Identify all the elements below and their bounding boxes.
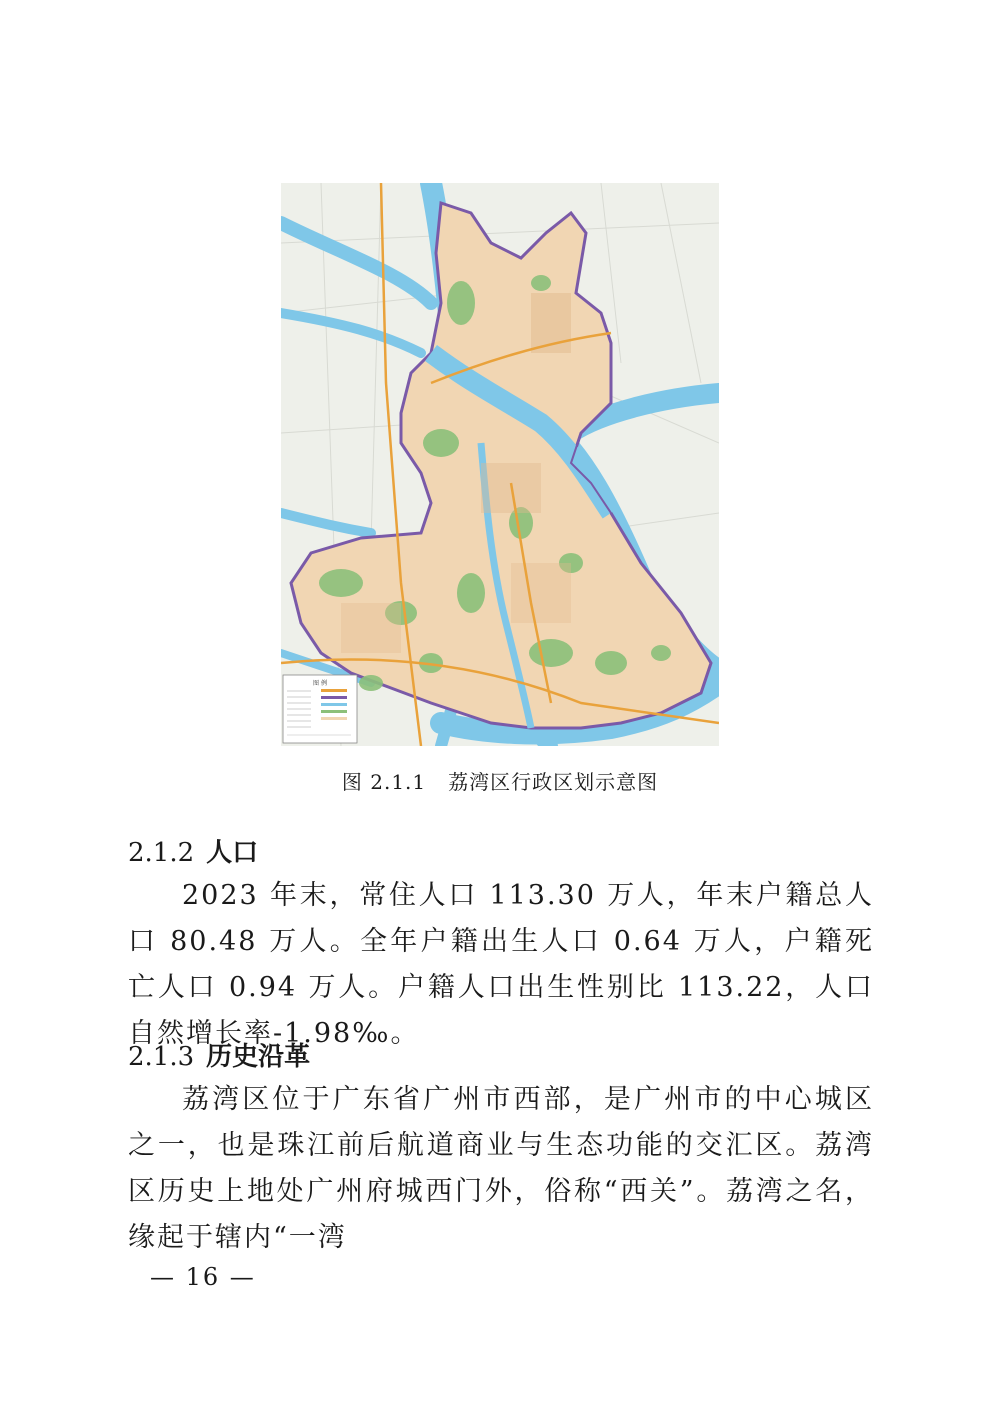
map-legend bbox=[283, 675, 357, 743]
section-heading-population bbox=[128, 832, 258, 869]
figure-caption bbox=[0, 766, 1000, 795]
figure-caption-number: 图 2.1.1 bbox=[341, 770, 427, 794]
district-map bbox=[281, 183, 719, 746]
section-number: 2.1.2 bbox=[128, 838, 195, 868]
section-title: 人口 bbox=[206, 838, 259, 868]
section-heading-history bbox=[128, 1036, 310, 1073]
history-paragraph: 荔湾区位于广东省广州市西部，是广州市的中心城区之一，也是珠江前后航道商业与生态功能的交汇区。荔湾区历史上地处广州府城西门外，俗称“西关”。荔湾之名，缘起于辖内“一湾 bbox=[128, 1084, 874, 1253]
population-paragraph: 2023 年末，常住人口 113.30 万人，年末户籍总人口 80.48 万人。全年户籍出生人口 0.64 万人，户籍死亡人口 0.94 万人。户籍人口出生性别比 113.22，人口自然增长率-1.98‰。 bbox=[128, 880, 874, 1049]
section-number: 2.1.3 bbox=[128, 1042, 195, 1072]
section-title: 历史沿革 bbox=[206, 1042, 311, 1072]
figure-caption-title: 荔湾区行政区划示意图 bbox=[448, 770, 659, 794]
map-graphic bbox=[281, 183, 719, 746]
legend-title: 图 例 bbox=[313, 680, 327, 687]
page-number: — 16 — bbox=[150, 1263, 256, 1291]
